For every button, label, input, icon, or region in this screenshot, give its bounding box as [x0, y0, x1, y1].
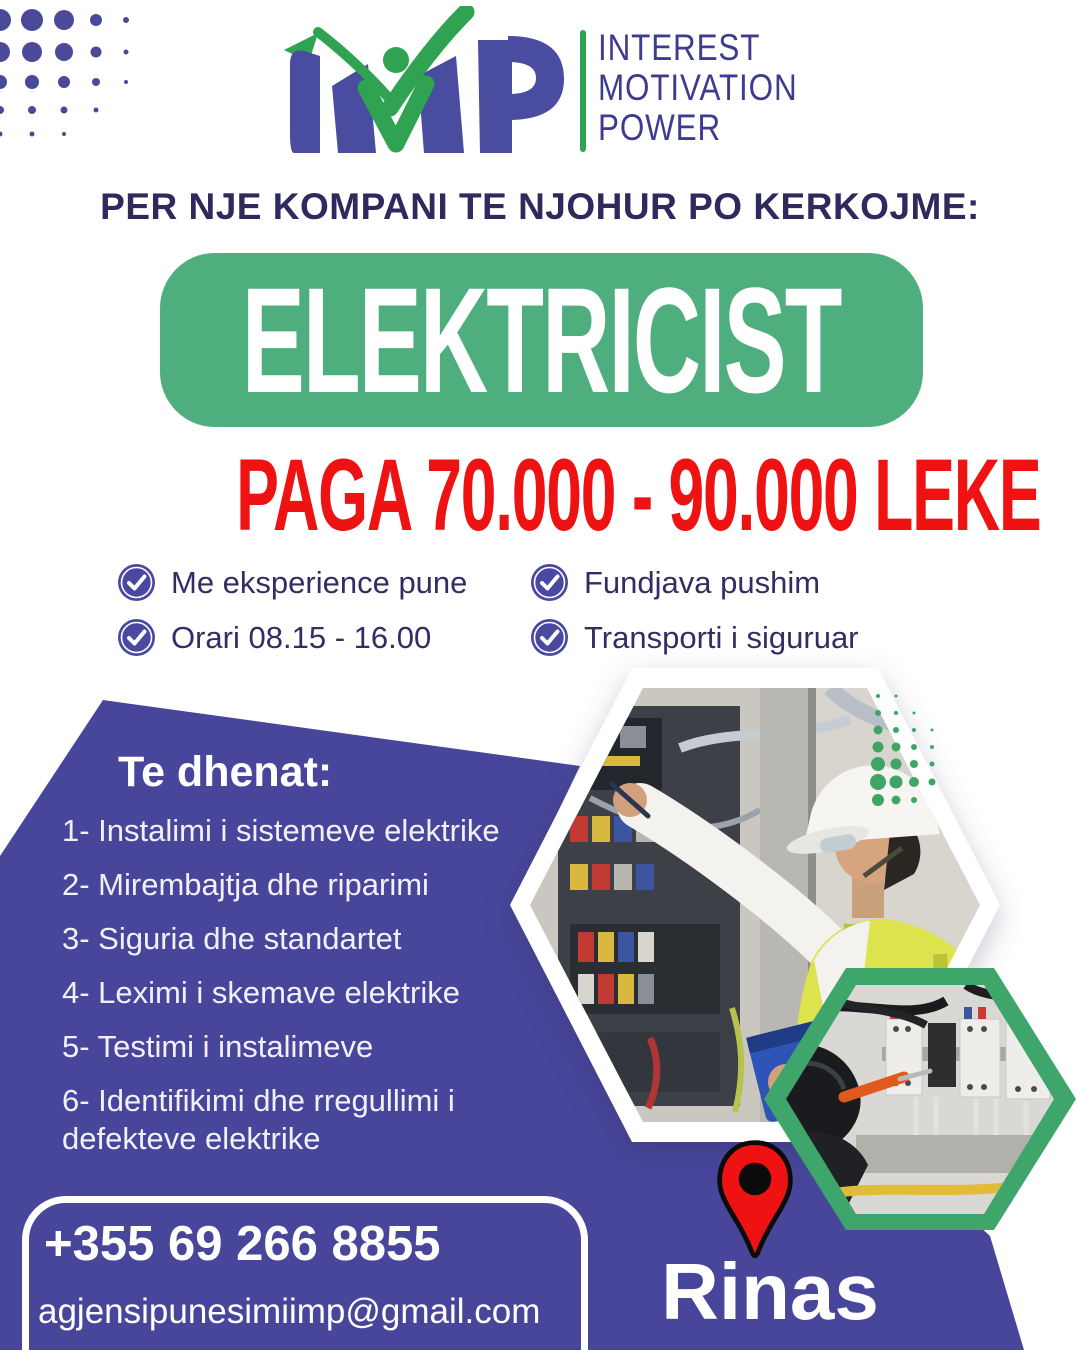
- details-heading: Te dhenat:: [118, 748, 333, 796]
- check-circle-icon: [118, 619, 155, 656]
- salary-line: [0, 437, 1080, 554]
- check-circle-icon: [531, 619, 568, 656]
- imp-logo-icon: [278, 6, 570, 158]
- benefit-label: Fundjava pushim: [584, 564, 821, 600]
- brand-acronym: [0, 0, 1, 1]
- location-name: Rinas: [661, 1247, 879, 1336]
- detail-item-1: 1- Instalimi i sistemeve elektrike: [62, 813, 500, 848]
- salary-text: PAGA 70.000 - 90.000 LEKE: [236, 438, 1041, 552]
- benefit-item: [531, 564, 820, 601]
- tagline-line-3: POWER: [598, 107, 722, 148]
- phone-number: +355 69 266 8855: [44, 1217, 441, 1271]
- location-pin-icon: [712, 1136, 798, 1262]
- detail-item-4: 4- Leximi i skemave elektrike: [62, 975, 460, 1010]
- benefit-label: Transporti i siguruar: [584, 619, 859, 655]
- tagline-line-2: MOTIVATION: [598, 67, 798, 108]
- benefit-label: Me eksperience pune: [171, 564, 468, 600]
- check-circle-icon: [118, 564, 155, 601]
- benefit-item: [118, 564, 467, 601]
- logo-divider: [580, 30, 586, 152]
- job-title-box: [160, 253, 923, 427]
- email-address: agjensipunesimiimp@gmail.com: [38, 1292, 541, 1331]
- detail-item-5: 5- Testimi i instalimeve: [62, 1029, 374, 1064]
- dots-pattern-green-icon: [868, 686, 998, 812]
- detail-item-3: 3- Siguria dhe standartet: [62, 921, 402, 956]
- details-list: [62, 812, 527, 1174]
- dots-pattern-topleft-icon: [0, 4, 146, 144]
- detail-item-2: 2- Mirembajtja dhe riparimi: [62, 867, 429, 902]
- logo-tagline: [598, 28, 798, 148]
- detail-item-6: 6- Identifikimi dhe rregullimi i defekteve elektrike: [62, 1083, 455, 1156]
- intro-line: PER NJE KOMPANI TE NJOHUR PO KERKOJME:: [100, 186, 980, 227]
- job-title: ELEKTRICIST: [242, 255, 841, 424]
- tagline-line-1: INTEREST: [598, 27, 761, 68]
- check-circle-icon: [531, 564, 568, 601]
- benefit-item: [531, 619, 859, 656]
- benefit-item: [118, 619, 431, 656]
- benefit-label: Orari 08.15 - 16.00: [171, 619, 432, 655]
